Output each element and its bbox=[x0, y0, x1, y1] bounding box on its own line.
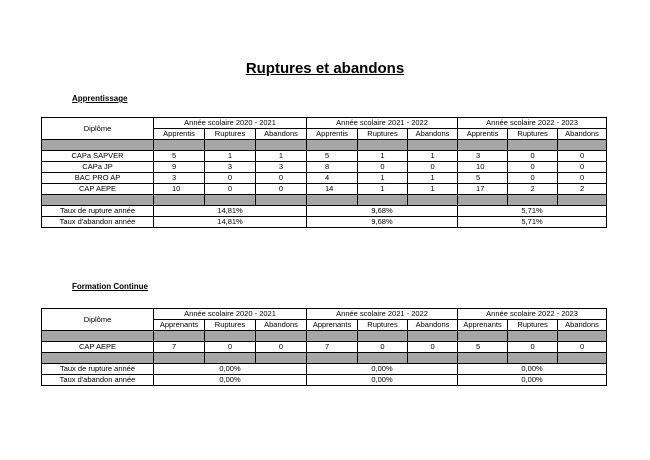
cell-value: 9 bbox=[154, 162, 205, 173]
section-title-apprentissage: Apprentissage bbox=[72, 94, 128, 103]
separator-row bbox=[42, 195, 607, 206]
abandon-rate: 5,71% bbox=[458, 217, 607, 228]
subheader: Ruptures bbox=[205, 320, 256, 331]
cell-value: 0 bbox=[205, 342, 256, 353]
subheader: Abandons bbox=[408, 129, 458, 140]
diploma-header: Diplôme bbox=[42, 309, 154, 331]
cell-value: 3 bbox=[256, 162, 307, 173]
cell-value: 1 bbox=[205, 151, 256, 162]
abandon-rate: 14,81% bbox=[154, 217, 307, 228]
subheader: Apprentis bbox=[154, 129, 205, 140]
abandon-rate-row bbox=[42, 375, 607, 386]
cell-value: 10 bbox=[154, 184, 205, 195]
cell-value: 0 bbox=[205, 173, 256, 184]
subheader: Apprenants bbox=[307, 320, 358, 331]
cell-value: 1 bbox=[408, 184, 458, 195]
abandon-rate: 0,00% bbox=[154, 375, 307, 386]
subheader: Abandons bbox=[408, 320, 458, 331]
cell-value: 8 bbox=[307, 162, 358, 173]
subheader: Abandons bbox=[256, 320, 307, 331]
apprentissage-table bbox=[41, 117, 607, 228]
subheader: Ruptures bbox=[508, 129, 558, 140]
cell-value: 0 bbox=[256, 173, 307, 184]
year-header: Année scolaire 2022 - 2023 bbox=[458, 309, 607, 320]
rupture-rate: 0,00% bbox=[154, 364, 307, 375]
cell-value: 4 bbox=[307, 173, 358, 184]
year-header: Année scolaire 2021 - 2022 bbox=[307, 118, 458, 129]
page-title: Ruptures et abandons bbox=[245, 60, 405, 77]
cell-value: 0 bbox=[408, 342, 458, 353]
row-label: CAPa JP bbox=[42, 162, 154, 173]
cell-value: 5 bbox=[458, 173, 508, 184]
table-row bbox=[42, 342, 607, 353]
abandon-rate-row bbox=[42, 217, 607, 228]
cell-value: 0 bbox=[508, 162, 558, 173]
subheader: Ruptures bbox=[205, 129, 256, 140]
cell-value: 0 bbox=[256, 184, 307, 195]
rupture-rate: 14,81% bbox=[154, 206, 307, 217]
subheader: Abandons bbox=[256, 129, 307, 140]
rupture-rate-row bbox=[42, 364, 607, 375]
year-header: Année scolaire 2022 - 2023 bbox=[458, 118, 607, 129]
cell-value: 10 bbox=[458, 162, 508, 173]
cell-value: 0 bbox=[358, 162, 408, 173]
cell-value: 2 bbox=[558, 184, 607, 195]
subheader: Ruptures bbox=[358, 129, 408, 140]
subheader: Apprentis bbox=[307, 129, 358, 140]
cell-value: 7 bbox=[307, 342, 358, 353]
table-row bbox=[42, 184, 607, 195]
diploma-header: Diplôme bbox=[42, 118, 154, 140]
cell-value: 1 bbox=[408, 151, 458, 162]
abandon-rate: 0,00% bbox=[458, 375, 607, 386]
cell-value: 3 bbox=[154, 173, 205, 184]
subheader: Abandons bbox=[558, 320, 607, 331]
rupture-rate: 9,68% bbox=[307, 206, 458, 217]
rupture-rate-row bbox=[42, 206, 607, 217]
year-header: Année scolaire 2021 - 2022 bbox=[307, 309, 458, 320]
separator-row bbox=[42, 353, 607, 364]
table-row bbox=[42, 151, 607, 162]
cell-value: 14 bbox=[307, 184, 358, 195]
rupture-rate-label: Taux de rupture année bbox=[42, 364, 154, 375]
cell-value: 0 bbox=[558, 151, 607, 162]
cell-value: 3 bbox=[205, 162, 256, 173]
cell-value: 17 bbox=[458, 184, 508, 195]
cell-value: 1 bbox=[256, 151, 307, 162]
cell-value: 3 bbox=[458, 151, 508, 162]
row-label: CAP AEPE bbox=[42, 342, 154, 353]
cell-value: 0 bbox=[558, 173, 607, 184]
subheader: Abandons bbox=[558, 129, 607, 140]
row-label: CAP AEPE bbox=[42, 184, 154, 195]
rupture-rate-label: Taux de rupture année bbox=[42, 206, 154, 217]
section-title-formation-continue: Formation Continue bbox=[72, 282, 148, 291]
table-row bbox=[42, 173, 607, 184]
cell-value: 1 bbox=[358, 173, 408, 184]
year-header: Année scolaire 2020 - 2021 bbox=[154, 309, 307, 320]
cell-value: 0 bbox=[256, 342, 307, 353]
cell-value: 7 bbox=[154, 342, 205, 353]
formation-continue-table bbox=[41, 308, 607, 386]
cell-value: 5 bbox=[307, 151, 358, 162]
cell-value: 0 bbox=[205, 184, 256, 195]
subheader: Apprentis bbox=[458, 129, 508, 140]
rupture-rate: 0,00% bbox=[307, 364, 458, 375]
row-label: CAPa SAPVER bbox=[42, 151, 154, 162]
rupture-rate: 0,00% bbox=[458, 364, 607, 375]
abandon-rate: 0,00% bbox=[307, 375, 458, 386]
cell-value: 5 bbox=[154, 151, 205, 162]
cell-value: 0 bbox=[508, 151, 558, 162]
row-label: BAC PRO AP bbox=[42, 173, 154, 184]
cell-value: 0 bbox=[358, 342, 408, 353]
cell-value: 0 bbox=[408, 162, 458, 173]
apprentissage-rows bbox=[42, 151, 607, 195]
year-header: Année scolaire 2020 - 2021 bbox=[154, 118, 307, 129]
subheader: Ruptures bbox=[508, 320, 558, 331]
cell-value: 0 bbox=[508, 173, 558, 184]
separator-row bbox=[42, 140, 607, 151]
abandon-rate-label: Taux d'abandon année bbox=[42, 375, 154, 386]
cell-value: 1 bbox=[358, 151, 408, 162]
table-row bbox=[42, 162, 607, 173]
cell-value: 0 bbox=[558, 162, 607, 173]
separator-row bbox=[42, 331, 607, 342]
subheader: Ruptures bbox=[358, 320, 408, 331]
cell-value: 0 bbox=[508, 342, 558, 353]
formation-continue-rows bbox=[42, 342, 607, 353]
abandon-rate-label: Taux d'abandon année bbox=[42, 217, 154, 228]
cell-value: 0 bbox=[558, 342, 607, 353]
cell-value: 1 bbox=[408, 173, 458, 184]
cell-value: 2 bbox=[508, 184, 558, 195]
abandon-rate: 9,68% bbox=[307, 217, 458, 228]
rupture-rate: 5,71% bbox=[458, 206, 607, 217]
cell-value: 1 bbox=[358, 184, 408, 195]
subheader: Apprenants bbox=[458, 320, 508, 331]
subheader: Apprenants bbox=[154, 320, 205, 331]
cell-value: 5 bbox=[458, 342, 508, 353]
